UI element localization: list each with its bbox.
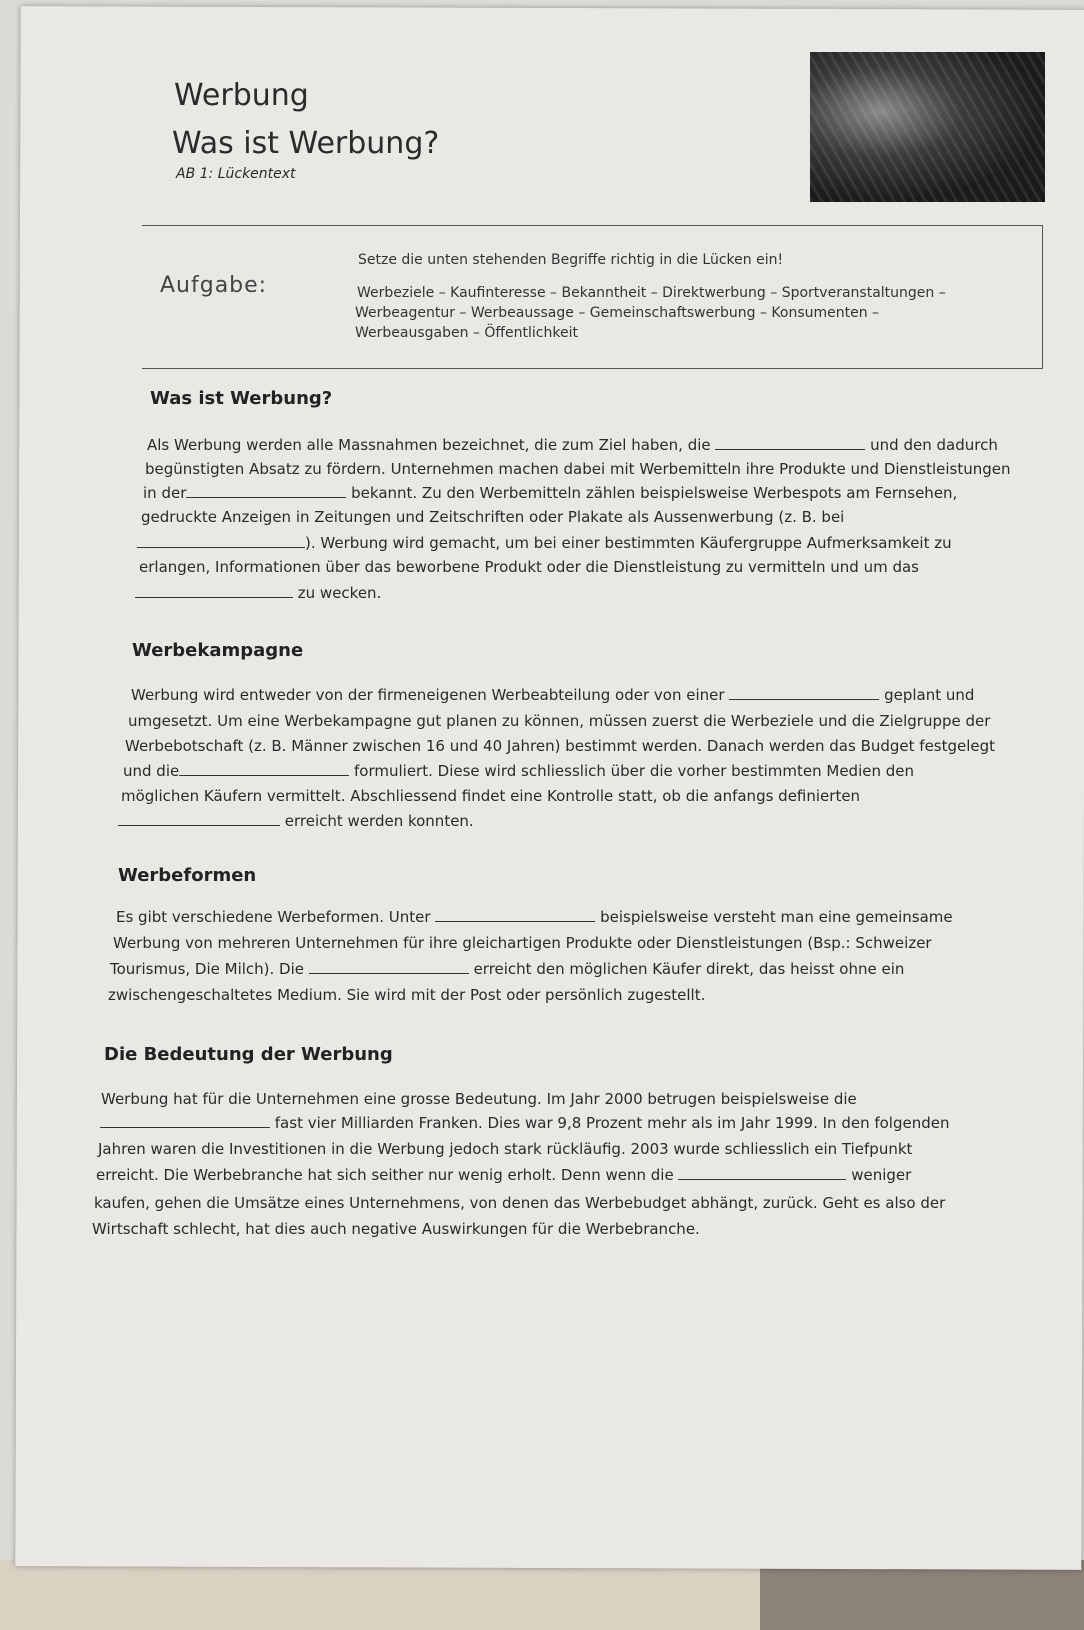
s3-text: beispielsweise versteht man eine gemeinsame xyxy=(600,908,953,926)
s1-line1 xyxy=(147,432,998,458)
s4-text: weniger xyxy=(851,1166,912,1184)
s2-text: geplant und xyxy=(884,686,975,704)
s3-text: Es gibt verschiedene Werbeformen. Unter xyxy=(116,908,431,926)
s1-text: bekannt. Zu den Werbemitteln zählen beispielsweise Werbespots am Fernsehen, xyxy=(351,484,958,502)
s1-text: Als Werbung werden alle Massnahmen bezeichnet, die zum Ziel haben, die xyxy=(147,436,711,454)
task-terms-line1: Werbeziele – Kaufinteresse – Bekanntheit – Direktwerbung – Sportveranstaltungen – xyxy=(357,285,946,301)
blank-1[interactable] xyxy=(715,435,865,450)
section-heading-werbeformen: Werbeformen xyxy=(118,865,257,886)
s2-line2: umgesetzt. Um eine Werbekampagne gut planen zu können, müssen zuerst die Werbeziele und die Zielgruppe der xyxy=(128,712,991,730)
task-label: Aufgabe: xyxy=(160,273,268,298)
s4-line3: Jahren waren die Investitionen in die Werbung jedoch stark rückläufig. 2003 wurde schliesslich ein Tiefpunkt xyxy=(98,1140,913,1158)
s4-text: erreicht. Die Werbebranche hat sich seither nur wenig erholt. Denn wenn die xyxy=(96,1166,674,1184)
blank-7[interactable] xyxy=(118,811,280,826)
s1-text: in der xyxy=(143,484,187,502)
s2-text: und die xyxy=(123,762,180,780)
s1-line5 xyxy=(137,530,952,556)
s3-text: Tourismus, Die Milch). Die xyxy=(110,960,304,978)
s4-text: fast vier Milliarden Franken. Dies war 9,8 Prozent mehr als im Jahr 1999. In den folgenden xyxy=(274,1114,950,1132)
blank-2[interactable] xyxy=(186,483,346,498)
page-title: Werbung xyxy=(174,78,309,113)
blank-3[interactable] xyxy=(137,533,305,548)
s3-text: erreicht den möglichen Käufer direkt, das heisst ohne ein xyxy=(473,960,905,978)
s4-line2 xyxy=(100,1110,950,1136)
task-terms-line2: Werbeagentur – Werbeaussage – Gemeinschaftswerbung – Konsumenten – xyxy=(355,305,880,321)
s3-line4: zwischengeschaltetes Medium. Sie wird mit der Post oder persönlich zugestellt. xyxy=(108,986,706,1004)
s2-line3: Werbebotschaft (z. B. Männer zwischen 16 und 40 Jahren) bestimmt werden. Danach werden das Budget festgelegt xyxy=(125,737,996,755)
s1-text: zu wecken. xyxy=(297,584,382,602)
s2-line5: möglichen Käufern vermittelt. Abschliessend findet eine Kontrolle statt, ob die anfangs definierten xyxy=(121,787,861,805)
s1-line3 xyxy=(143,480,957,506)
s1-line6: erlangen, Informationen über das beworbene Produkt oder die Dienstleistung zu vermitteln und um das xyxy=(139,558,919,576)
s2-line6 xyxy=(118,808,474,834)
s1-line7 xyxy=(135,580,381,606)
s1-line2: begünstigten Absatz zu fördern. Unternehmen machen dabei mit Werbemitteln ihre Produkte und Dienstleistungen xyxy=(145,460,1011,478)
task-terms-line3: Werbeausgaben – Öffentlichkeit xyxy=(355,325,578,341)
blank-4[interactable] xyxy=(135,583,293,598)
s4-line6: Wirtschaft schlecht, hat dies auch negative Auswirkungen für die Werbebranche. xyxy=(92,1220,700,1238)
blank-6[interactable] xyxy=(179,761,349,776)
blank-9[interactable] xyxy=(309,959,469,974)
s3-line2: Werbung von mehreren Unternehmen für ihre gleichartigen Produkte oder Dienstleistungen (Bsp.: Schweizer xyxy=(113,934,932,952)
s1-line4: gedruckte Anzeigen in Zeitungen und Zeitschriften oder Plakate als Aussenwerbung (z. B. bei xyxy=(141,508,845,526)
s4-line4 xyxy=(96,1162,911,1188)
s3-line1 xyxy=(116,904,953,930)
s4-line1: Werbung hat für die Unternehmen eine grosse Bedeutung. Im Jahr 2000 betrugen beispielsweise die xyxy=(101,1090,857,1108)
blank-8[interactable] xyxy=(435,907,595,922)
header-photo xyxy=(810,52,1045,202)
task-instruction: Setze die unten stehenden Begriffe richtig in die Lücken ein! xyxy=(358,252,784,268)
s1-text: und den dadurch xyxy=(870,436,998,454)
section-heading-was-ist-werbung: Was ist Werbung? xyxy=(150,388,333,409)
s3-line3 xyxy=(110,956,904,982)
section-heading-werbekampagne: Werbekampagne xyxy=(132,640,304,661)
page-subtitle: Was ist Werbung? xyxy=(172,126,440,161)
s4-line5: kaufen, gehen die Umsätze eines Unternehmens, von denen das Werbebudget abhängt, zurück. Geht es also der xyxy=(94,1194,946,1212)
blank-10[interactable] xyxy=(100,1113,270,1128)
worksheet-label: AB 1: Lückentext xyxy=(176,166,296,182)
blank-5[interactable] xyxy=(729,685,879,700)
blank-11[interactable] xyxy=(678,1165,846,1180)
floor-light xyxy=(0,1560,760,1630)
s1-text: ). Werbung wird gemacht, um bei einer bestimmten Käufergruppe Aufmerksamkeit zu xyxy=(305,534,952,552)
s2-text: erreicht werden konnten. xyxy=(284,812,474,830)
s2-line1 xyxy=(131,682,974,708)
s2-line4 xyxy=(123,758,914,784)
s2-text: formuliert. Diese wird schliesslich über die vorher bestimmten Medien den xyxy=(354,762,914,780)
s2-text: Werbung wird entweder von der firmeneigenen Werbeabteilung oder von einer xyxy=(131,686,725,704)
section-heading-bedeutung: Die Bedeutung der Werbung xyxy=(104,1044,393,1065)
